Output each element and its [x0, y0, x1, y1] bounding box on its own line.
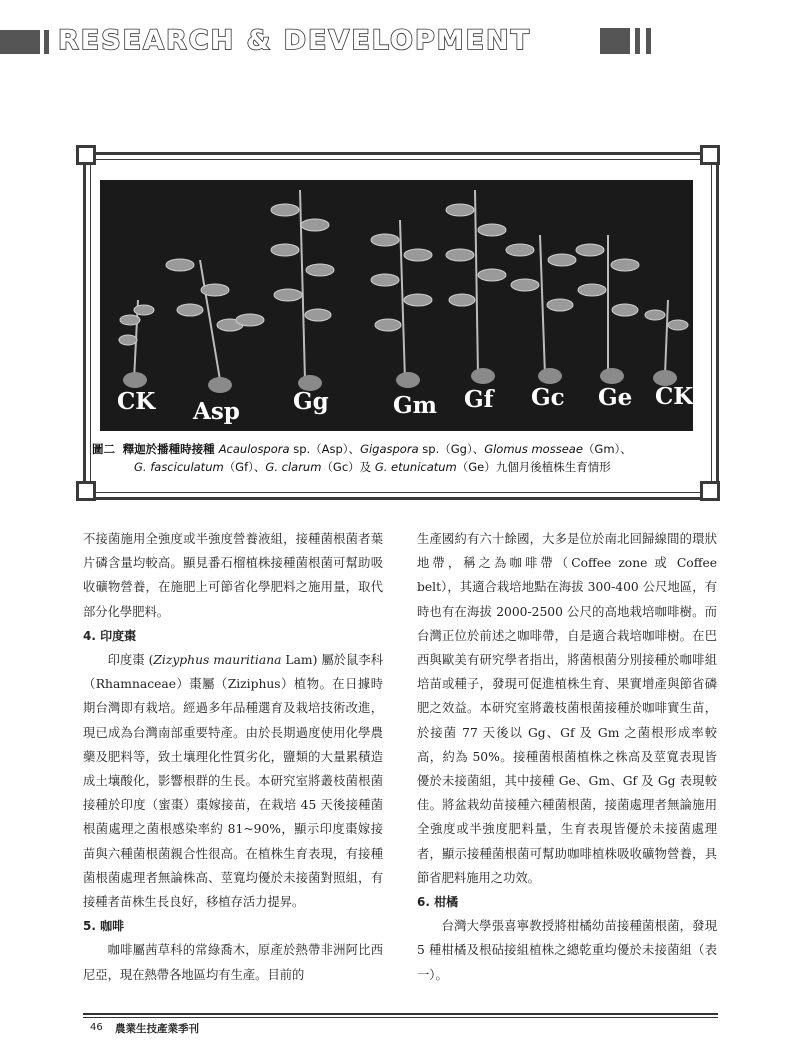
- paragraph: 台灣大學張喜寧教授將柑橘幼苗接種菌根菌，發現 5 種柑橘及根砧接組植株之總乾重均優於未接菌組（表一）。: [417, 919, 717, 982]
- page-header: [0, 24, 793, 58]
- caption-prefix: 圖二: [92, 442, 115, 456]
- caption-text: 釋迦於播種時接種: [122, 442, 219, 456]
- page-number: 46: [90, 1022, 103, 1033]
- species-name: Gigaspora: [360, 442, 419, 456]
- paragraph: 不接菌施用全強度或半強度營養液組，接種菌根菌者葉片磷含量均較高。顯見番石榴植株接種菌根菌可幫助吸收礦物營養，在施肥上可節省化學肥料之施用量，取代部分化學肥料。: [83, 532, 383, 619]
- species-name: Glomus mosseae: [484, 442, 583, 456]
- header-left-bar: [0, 30, 40, 54]
- left-column: [83, 527, 383, 987]
- header-left-stripe: [44, 30, 49, 54]
- caption-text: sp.（Asp）、: [289, 442, 361, 456]
- plant-label: Gm: [393, 392, 437, 419]
- plant-label: Gg: [293, 388, 329, 415]
- footer-rule: [83, 1017, 718, 1018]
- figure-caption: [92, 440, 704, 476]
- section-heading: 4. 印度棗: [83, 628, 137, 643]
- species-name: G. fasciculatum: [134, 460, 224, 474]
- header-right-stripe: [635, 28, 640, 54]
- paragraph: 生產國約有六十餘國，大多是位於南北回歸線間的環狀地帶，稱之為咖啡帶（Coffee zone 或 Coffee belt），其適合栽培地點在海拔 300-400 公尺地區，有時也有在海拔 2000-2500 公尺的高地栽培咖啡樹。而台灣正位於前述之咖啡帶，自是適合栽培咖啡樹。在巴西與歐美有研究學者指出，將菌根菌分別接種於咖啡組培苗或種子，發現可促進植株生育、果實增產與節省磷肥之效益。本研究室將叢枝菌根菌接種於咖啡實生苗，於接菌 77 天後以 Gg、Gf 及 Gm 之菌根形成率較高，約為 50%。接種菌根菌植株之株高及莖寬表現皆優於未接菌組，其中接種 Ge、Gm、Gf 及 Gg 表現較佳。將盆栽幼苗接種六種菌根菌，接菌處理者無論施用全強度或半強度肥料量，生育表現皆優於未接菌處理者，顯示接種菌根菌可幫助咖啡植株吸收礦物營養，具節省肥料施用之功效。: [417, 532, 717, 885]
- caption-text: （Gf）、: [223, 460, 266, 474]
- journal-name: 農業生技產業季刊: [115, 1023, 199, 1035]
- frame-corner: [700, 481, 720, 501]
- caption-text: （Gm）、: [582, 442, 632, 456]
- plant-label: Gc: [531, 384, 565, 411]
- plant-label: CK: [117, 388, 156, 415]
- section-title: RESEARCH & DEVELOPMENT: [58, 25, 532, 56]
- paragraph: 印度棗 (Zizyphus mauritiana Lam) 屬於鼠李科（Rhamnaceae）棗屬（Ziziphus）植物。在日據時期台灣即有栽培。經過多年品種選育及栽培技術改進，現已成為台灣南部重要特產。由於長期過度使用化學農藥及肥料等，致土壤理化性質劣化，鹽類的大量累積造成土壤酸化，影響根群的生長。本研究室將叢枝菌根菌接種於印度（蜜棗）棗嫁接苗，在栽培 45 天後接種菌根菌處理之菌根感染率約 81~90%，顯示印度棗嫁接苗與六種菌根菌親合性很高。在植株生育表現，有接種菌根菌處理者無論株高、莖寬均優於未接菌對照組，有接種者苗株生長良好，移植存活力提昇。: [83, 653, 383, 910]
- section-heading: 5. 咖啡: [83, 919, 125, 934]
- species-name: G. etunicatum: [374, 460, 457, 474]
- plant-label: Ge: [598, 384, 633, 411]
- plant-label: Asp: [193, 398, 240, 425]
- plant-label: Gf: [464, 386, 494, 413]
- frame-corner: [76, 481, 96, 501]
- header-right-stripe: [646, 28, 651, 54]
- species-name: G. clarum: [265, 460, 322, 474]
- frame-corner: [76, 145, 96, 165]
- right-column: [417, 527, 717, 987]
- footer-rule: [83, 1013, 718, 1015]
- plant-photo: [100, 180, 693, 431]
- caption-text: （Gc）及: [321, 460, 375, 474]
- paragraph: 咖啡屬茜草科的常綠喬木，原產於熱帶非洲阿比西尼亞，現在熱帶各地區均有生產。目前的: [83, 943, 383, 982]
- caption-text: （Ge）九個月後植株生育情形: [456, 460, 611, 474]
- header-right-bar: [600, 28, 630, 54]
- plant-label: CK: [655, 383, 693, 410]
- section-heading: 6. 柑橘: [417, 895, 459, 910]
- frame-corner: [700, 145, 720, 165]
- caption-text: sp.（Gg）、: [418, 442, 485, 456]
- species-name: Acaulospora: [218, 442, 290, 456]
